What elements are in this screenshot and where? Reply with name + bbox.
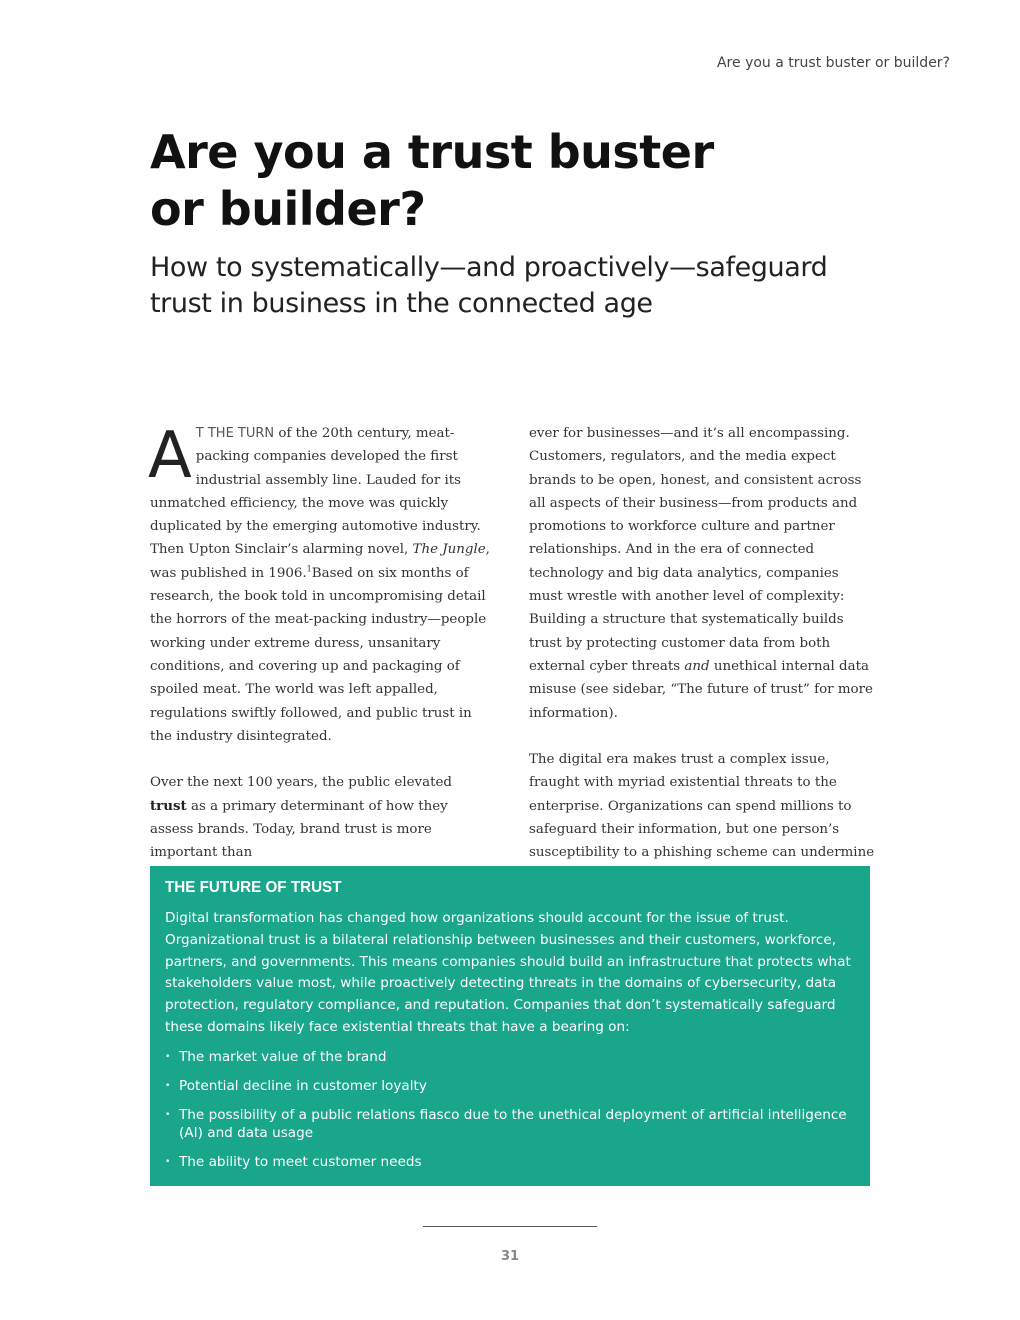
- running-header: Are you a trust buster or builder?: [716, 55, 950, 71]
- footnote-marker[interactable]: 1: [306, 564, 312, 574]
- footer-divider: [423, 1226, 597, 1227]
- page-subtitle: [150, 250, 870, 322]
- sidebar-bullet: • The market value of the brand: [165, 1048, 855, 1066]
- paragraph-1: [148, 419, 492, 748]
- page-number: 31: [500, 1249, 520, 1264]
- paragraph-1-text-b: , was published in 1906.: [150, 542, 490, 581]
- body-column-right: [529, 422, 875, 888]
- lead-smallcaps: T THE TURN: [195, 426, 275, 441]
- trust-bold: trust: [150, 797, 187, 814]
- paragraph-3-text-a: ever for businesses—and it’s all encompassing. Customers, regulators, and the media expect brands to be open, honest, and consistent across all aspects of their business—from products and promotions to workforce culture and partner relationships. And in the era of connected technology and big data analytics, companies must wrestle with another level of complexity: Building a structure that systematically builds trust by protecting customer data from both external cyber threats: [529, 426, 862, 674]
- drop-cap: A: [148, 419, 192, 493]
- and-italic: and: [684, 658, 710, 674]
- sidebar-bullet: • Potential decline in customer loyalty: [165, 1077, 855, 1095]
- title-line-2: or builder?: [150, 182, 426, 236]
- paragraph-2: [150, 771, 492, 864]
- paragraph-3: [529, 422, 875, 725]
- paragraph-2-text-a: Over the next 100 years, the public elevated: [150, 775, 452, 791]
- book-title-italic: The Jungle: [412, 542, 486, 558]
- sidebar-body: Digital transformation has changed how organizations should account for the issue of trust. Organizational trust is a bilateral relationship between businesses and their customers, workforce, partners, and governments. This means companies should build an infrastructure that protects what stakeholders value most, while proactively detecting threats in the domains of cybersecurity, data protection, regulatory compliance, and reputation. Companies that don’t systematically safeguard these domains likely face existential threats that have a bearing on:: [165, 910, 851, 1035]
- subtitle-line-1: How to systematically—and proactively—safeguard: [150, 252, 828, 283]
- paragraph-2-text-b: as a primary determinant of how they assess brands. Today, brand trust is more important than: [150, 798, 448, 861]
- sidebar-bullet: • The ability to meet customer needs: [165, 1153, 855, 1171]
- page-title: [150, 124, 750, 238]
- body-column-left: [148, 419, 492, 865]
- paragraph-4: The digital era makes trust a complex issue, fraught with myriad existential threats to the enterprise. Organizations can spend millions to safeguard their information, but one person’s susceptibility to a phishing scheme can undermine: [529, 752, 875, 861]
- subtitle-line-2: trust in business in the connected age: [150, 288, 653, 319]
- paragraph-1-text-c: Based on six months of research, the book told in uncompromising detail the horrors of the meat-packing industry—people working under extreme duress, unsanitary conditions, and covering up and packaging of spoiled meat. The world was left appalled, regulations swiftly followed, and public trust in the industry disintegrated.: [150, 565, 487, 744]
- sidebar-bullet: • The possibility of a public relations fiasco due to the unethical deployment of artificial intelligence (AI) and data usage: [165, 1106, 855, 1142]
- sidebar-bullet-list: [165, 1048, 855, 1171]
- paragraph-3-text-b: unethical internal data misuse (see sidebar, “The future of trust” for more information).: [529, 658, 873, 721]
- sidebar-title: THE FUTURE OF TRUST: [165, 879, 342, 896]
- paragraph-1-text-a: of the 20th century, meat-packing companies developed the first industrial assembly line. Lauded for its unmatched efficiency, the move was quickly duplicated by the emerging automotive industry. Then Upton Sinclair’s alarming novel,: [150, 426, 481, 558]
- sidebar-future-of-trust: [150, 866, 870, 1186]
- title-line-1: Are you a trust buster: [150, 125, 714, 179]
